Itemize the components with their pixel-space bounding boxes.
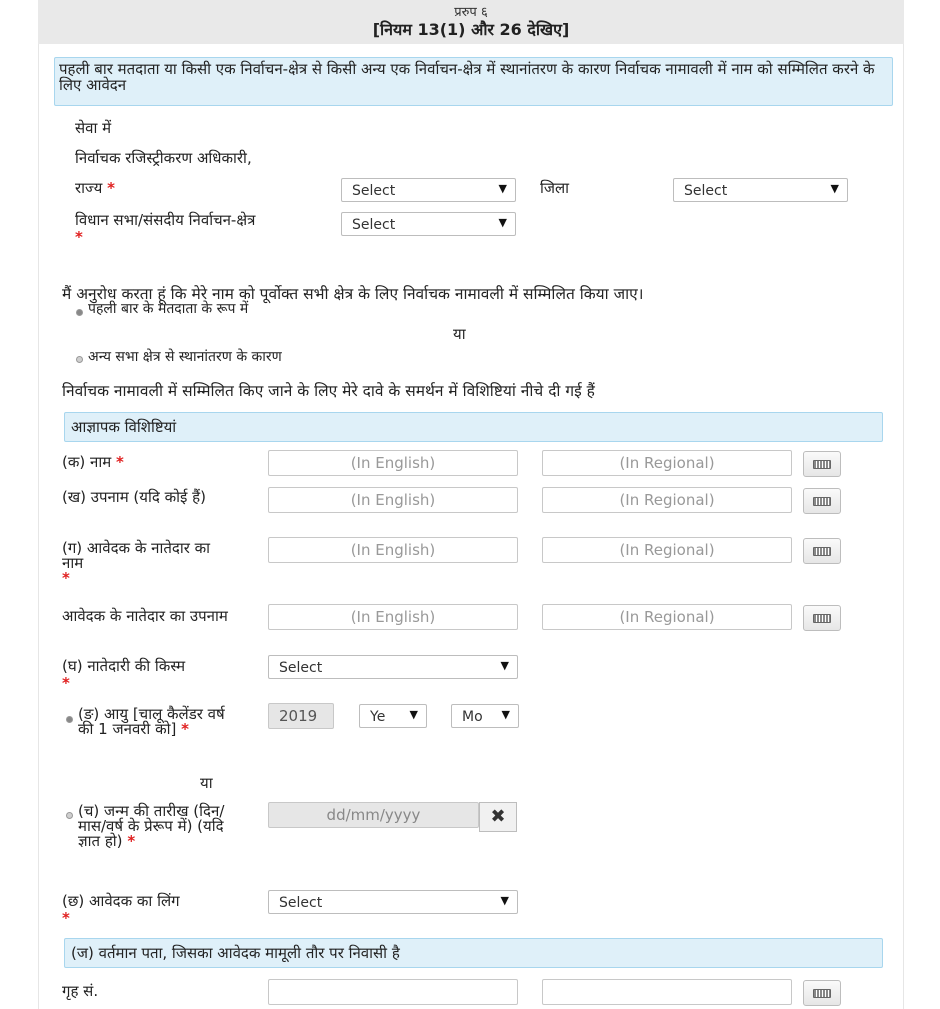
age-year-input[interactable]: 2019	[268, 703, 334, 729]
name-english-input[interactable]: (In English)	[268, 450, 518, 476]
chevron-down-icon: ▼	[501, 708, 510, 721]
keyboard-icon[interactable]	[803, 538, 841, 564]
chevron-down-icon: ▼	[830, 182, 839, 195]
clear-icon[interactable]: ✖	[479, 802, 517, 832]
intro-banner: पहली बार मतदाता या किसी एक निर्वाचन-क्षेत्र से किसी अन्य एक निर्वाचन-क्षेत्र में स्थानांतरण के कारण निर्वाचक नामावली में नाम को सम्मिलित करने के लिए आवेदन	[54, 57, 893, 106]
form-number: प्ररुप ६	[454, 5, 488, 20]
transfer-label: अन्य सभा क्षेत्र से स्थानांतरण के कारण	[88, 349, 282, 365]
constituency-select[interactable]: Select ▼	[341, 212, 516, 236]
relation-type-select[interactable]: Select ▼	[268, 655, 518, 679]
form-header	[38, 0, 904, 44]
keyboard-icon[interactable]	[803, 605, 841, 631]
relative-name-english-input[interactable]: (In English)	[268, 537, 518, 563]
constituency-label: विधान सभा/संसदीय निर्वाचन-क्षेत्र *	[75, 211, 256, 246]
age-radio[interactable]	[66, 716, 73, 723]
relative-name-regional-input[interactable]: (In Regional)	[542, 537, 792, 563]
gender-select[interactable]: Select ▼	[268, 890, 518, 914]
chevron-down-icon: ▼	[498, 182, 507, 195]
surname-label: (ख) उपनाम (यदि कोई हैं)	[62, 488, 206, 506]
district-select[interactable]: Select ▼	[673, 178, 848, 202]
chevron-down-icon: ▼	[500, 659, 509, 672]
first-time-radio[interactable]	[76, 309, 83, 316]
chevron-down-icon: ▼	[500, 894, 509, 907]
district-label: जिला	[540, 179, 570, 197]
first-time-label: पहली बार के मतदाता के रूप में	[88, 301, 249, 317]
chevron-down-icon: ▼	[409, 708, 418, 721]
relative-name-label: (ग) आवेदक के नातेदार का नाम *	[62, 539, 211, 587]
or-label-age: या	[200, 774, 213, 792]
transfer-radio[interactable]	[76, 356, 83, 363]
house-no-label: गृह सं.	[62, 982, 99, 1000]
officer-label: निर्वाचक रजिस्ट्रीकरण अधिकारी,	[75, 149, 252, 167]
relative-surname-regional-input[interactable]: (In Regional)	[542, 604, 792, 630]
chevron-down-icon: ▼	[498, 216, 507, 229]
surname-regional-input[interactable]: (In Regional)	[542, 487, 792, 513]
relation-type-label: (घ) नातेदारी की किस्म *	[62, 657, 186, 692]
house-no-regional-input[interactable]	[542, 979, 792, 1005]
age-label: (ङ) आयु [चालू कैलेंडर वर्ष की 1 जनवरी को] *	[78, 705, 225, 738]
state-select[interactable]: Select ▼	[341, 178, 516, 202]
request-text: मैं अनुरोध करता हूं कि मेरे नाम को पूर्वोक्त सभी क्षेत्र के लिए निर्वाचक नामावली में सम्मिलित किया जाए।	[62, 285, 644, 303]
relative-surname-label: आवेदक के नातेदार का उपनाम	[62, 607, 228, 625]
rules-reference: [नियम 13(1) और 26 देखिए]	[372, 20, 570, 39]
age-years-select[interactable]: Ye ▼	[359, 704, 427, 728]
surname-english-input[interactable]: (In English)	[268, 487, 518, 513]
particulars-text: निर्वाचक नामावली में सम्मिलित किए जाने के लिए मेरे दावे के समर्थन में विशिष्टियां नीचे दी गई हैं	[62, 382, 595, 400]
or-label: या	[453, 325, 466, 343]
house-no-english-input[interactable]	[268, 979, 518, 1005]
dob-input[interactable]: dd/mm/yyyy	[268, 802, 479, 828]
keyboard-icon[interactable]	[803, 488, 841, 514]
keyboard-icon[interactable]	[803, 980, 841, 1006]
dob-radio[interactable]	[66, 812, 73, 819]
to-label: सेवा में	[75, 119, 112, 137]
name-regional-input[interactable]: (In Regional)	[542, 450, 792, 476]
age-months-select[interactable]: Mo ▼	[451, 704, 519, 728]
mandatory-section-banner: आज्ञापक विशिष्टियां	[64, 412, 883, 442]
name-label: (क) नाम *	[62, 453, 124, 471]
relative-surname-english-input[interactable]: (In English)	[268, 604, 518, 630]
gender-label: (छ) आवेदक का लिंग *	[62, 892, 180, 927]
address-section-banner: (ज) वर्तमान पता, जिसका आवेदक मामूली तौर पर निवासी है	[64, 938, 883, 968]
dob-label: (च) जन्म की तारीख (दिन/मास/वर्ष के प्रेरूप में) (यदि ज्ञात हो) *	[78, 802, 225, 850]
state-label: राज्य *	[75, 179, 115, 197]
keyboard-icon[interactable]	[803, 451, 841, 477]
